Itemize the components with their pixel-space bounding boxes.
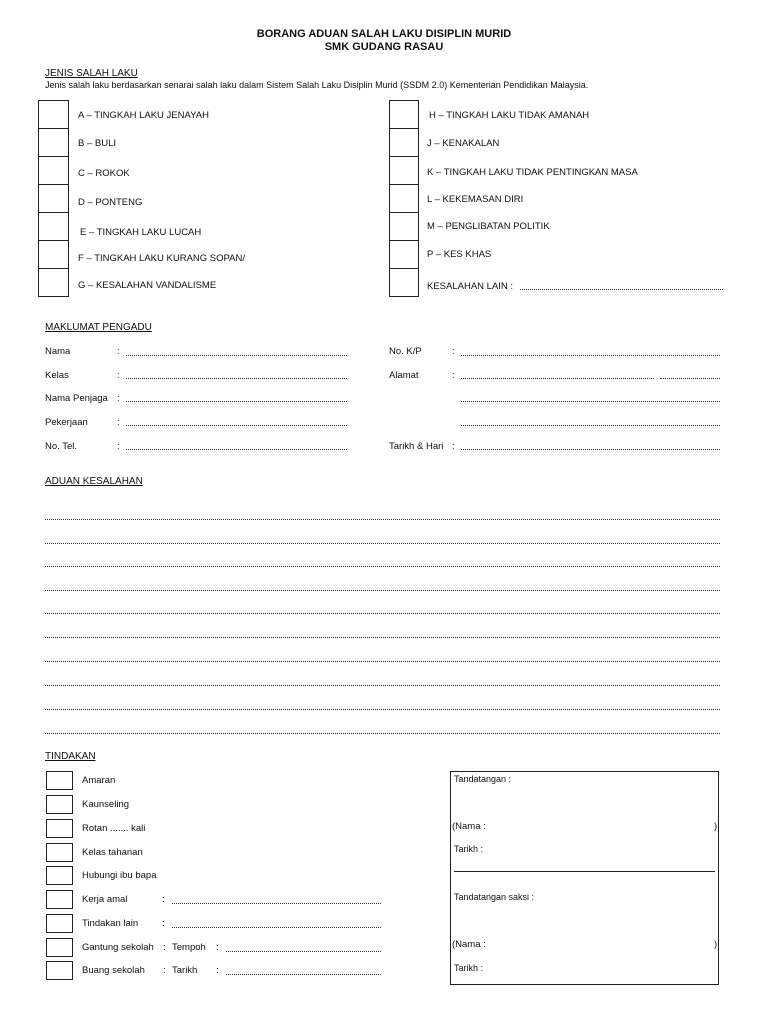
misconduct-option-f: F – TINGKAH LAKU KURANG SOPAN/ xyxy=(78,253,245,264)
signature-date-label: Tarikh : xyxy=(454,844,484,854)
misconduct-option-g: G – KESALAHAN VANDALISME xyxy=(78,280,217,291)
action-contact-parents-label: Hubungi ibu bapa xyxy=(82,870,157,881)
misconduct-option-l: L – KEKEMASAN DIRI xyxy=(427,194,524,205)
action-checkbox-expulsion[interactable] xyxy=(46,961,73,980)
signer-name-label: (Nama : xyxy=(452,821,486,832)
complaint-line[interactable] xyxy=(45,543,720,544)
complaint-line[interactable] xyxy=(45,661,720,662)
guardian-name-field[interactable] xyxy=(126,401,347,402)
suspension-period-field[interactable] xyxy=(226,951,381,952)
phone-label: No. Tel. xyxy=(45,441,78,452)
action-counselling-label: Kaunseling xyxy=(82,799,130,810)
address-field-2[interactable] xyxy=(461,401,720,402)
community-service-field[interactable] xyxy=(172,903,381,904)
misconduct-checkbox-column-left[interactable] xyxy=(38,100,69,296)
action-checkbox-contact-parents[interactable] xyxy=(46,866,73,885)
misconduct-checkbox-column-right[interactable] xyxy=(389,100,419,296)
occupation-colon: : xyxy=(117,417,120,428)
witness-name-label: (Nama : xyxy=(452,939,486,950)
name-label: Nama xyxy=(45,346,71,357)
complaint-line[interactable] xyxy=(45,709,720,710)
ic-number-field[interactable] xyxy=(461,355,720,356)
action-expulsion-label: Buang sekolah xyxy=(82,965,145,976)
misconduct-option-c: C – ROKOK xyxy=(78,168,130,179)
other-misconduct-field[interactable] xyxy=(520,289,723,290)
action-caning-label: Rotan ....... kali xyxy=(82,823,146,834)
guardian-name-label: Nama Penjaga xyxy=(45,393,108,404)
action-checkbox-suspension[interactable] xyxy=(46,938,73,957)
action-community-service-label: Kerja amal xyxy=(82,894,128,905)
complaint-line[interactable] xyxy=(45,590,720,591)
complaint-heading: ADUAN KESALAHAN xyxy=(45,476,143,487)
date-day-colon: : xyxy=(452,441,455,452)
expulsion-date-field[interactable] xyxy=(226,974,381,975)
signature-label: Tandatangan : xyxy=(454,774,512,784)
action-warning-label: Amaran xyxy=(82,775,116,786)
phone-field[interactable] xyxy=(126,449,347,450)
address-colon: : xyxy=(452,370,455,381)
misconduct-option-b: B – BULI xyxy=(78,138,117,149)
complainant-heading: MAKLUMAT PENGADU xyxy=(45,322,152,333)
form-title: BORANG ADUAN SALAH LAKU DISIPLIN MURID xyxy=(256,28,512,40)
phone-colon: : xyxy=(117,441,120,452)
class-field[interactable] xyxy=(126,378,347,379)
witness-name-close: ) xyxy=(714,939,718,950)
complaint-line[interactable] xyxy=(45,613,720,614)
action-checkbox-community-service[interactable] xyxy=(46,890,73,909)
other-action-field[interactable] xyxy=(172,927,381,928)
action-other-label: Tindakan lain xyxy=(82,918,139,929)
signature-box xyxy=(450,771,719,985)
complaint-line[interactable] xyxy=(45,637,720,638)
address-field-1b[interactable] xyxy=(660,378,720,379)
misconduct-description: Jenis salah laku berdasarkan senarai salah laku dalam Sistem Salah Laku Disiplin Murid (SSDM 2.0) Kementerian Pendidikan Malaysia. xyxy=(45,80,589,90)
misconduct-option-d: D – PONTENG xyxy=(78,197,143,208)
misconduct-option-m: M – PENGLIBATAN POLITIK xyxy=(427,221,550,232)
action-checkbox-counselling[interactable] xyxy=(46,795,73,814)
misconduct-option-other: KESALAHAN LAIN : xyxy=(427,281,514,292)
occupation-field[interactable] xyxy=(126,425,347,426)
signature-divider xyxy=(454,871,715,872)
suspension-period-label: Tempoh xyxy=(172,942,206,953)
misconduct-option-j: J – KENAKALAN xyxy=(427,138,500,149)
ic-number-label: No. K/P xyxy=(389,346,422,357)
expulsion-date-colon: : xyxy=(216,965,219,976)
misconduct-option-a: A – TINGKAH LAKU JENAYAH xyxy=(78,110,209,121)
suspension-period-colon: : xyxy=(216,942,219,953)
class-label: Kelas xyxy=(45,370,69,381)
community-service-colon: : xyxy=(162,894,165,905)
witness-signature-area[interactable] xyxy=(454,904,714,936)
class-colon: : xyxy=(117,370,120,381)
misconduct-heading: JENIS SALAH LAKU xyxy=(45,68,138,79)
misconduct-option-k: K – TINGKAH LAKU TIDAK PENTINGKAN MASA xyxy=(427,167,638,178)
signature-area[interactable] xyxy=(454,786,714,818)
name-field[interactable] xyxy=(126,355,347,356)
action-heading: TINDAKAN xyxy=(45,751,96,762)
misconduct-option-p: P – KES KHAS xyxy=(427,249,492,260)
occupation-label: Pekerjaan xyxy=(45,417,88,428)
complaint-line[interactable] xyxy=(45,519,720,520)
action-checkbox-warning[interactable] xyxy=(46,771,73,790)
complaint-line[interactable] xyxy=(45,566,720,567)
name-colon: : xyxy=(117,346,120,357)
action-checkbox-other[interactable] xyxy=(46,914,73,933)
expulsion-date-label: Tarikh xyxy=(172,965,198,976)
expulsion-colon: : xyxy=(163,965,166,976)
witness-signature-label: Tandatangan saksi : xyxy=(454,892,535,902)
other-action-colon: : xyxy=(162,918,165,929)
complaint-line[interactable] xyxy=(45,685,720,686)
misconduct-option-e: E – TINGKAH LAKU LUCAH xyxy=(80,227,202,238)
action-checkbox-caning[interactable] xyxy=(46,819,73,838)
address-field-3[interactable] xyxy=(461,425,720,426)
school-name: SMK GUDANG RASAU xyxy=(324,41,444,53)
suspension-colon: : xyxy=(163,942,166,953)
address-label: Alamat xyxy=(389,370,419,381)
address-field-1a[interactable] xyxy=(461,378,654,379)
ic-number-colon: : xyxy=(452,346,455,357)
action-checkbox-detention[interactable] xyxy=(46,843,73,862)
action-detention-label: Kelas tahanan xyxy=(82,847,143,858)
signer-name-close: ) xyxy=(714,821,718,832)
complaint-line[interactable] xyxy=(45,733,720,734)
misconduct-option-h: H – TINGKAH LAKU TIDAK AMANAH xyxy=(429,110,590,121)
date-day-field[interactable] xyxy=(461,449,720,450)
guardian-name-colon: : xyxy=(117,393,120,404)
action-suspension-label: Gantung sekolah xyxy=(82,942,154,953)
date-day-label: Tarikh & Hari xyxy=(389,441,444,452)
witness-date-label: Tarikh : xyxy=(454,963,484,973)
